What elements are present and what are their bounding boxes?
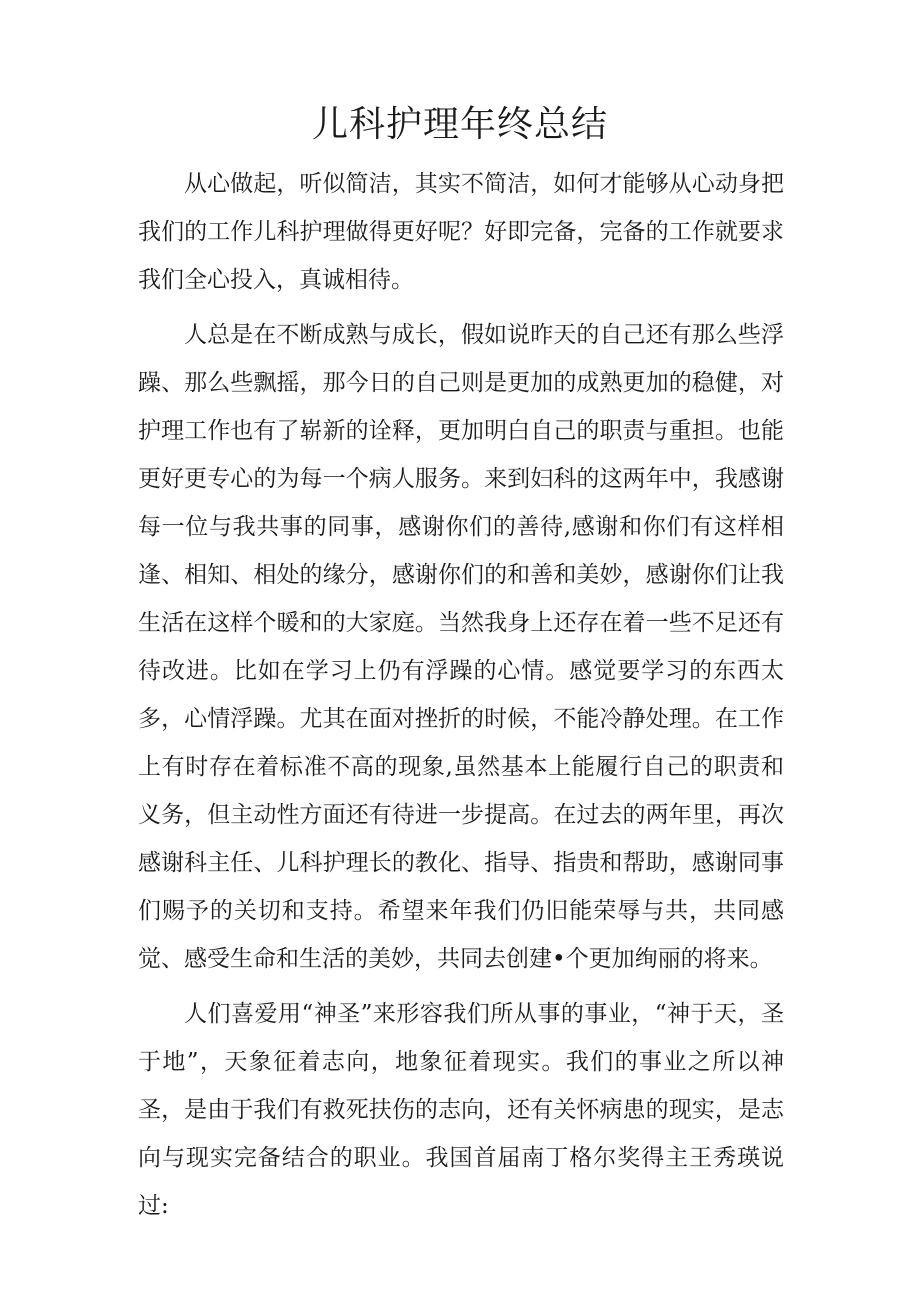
paragraph-1: 从心做起，听似简洁，其实不简洁，如何才能够从心动身把我们的工作儿科护理做得更好呢？好即完备，完备的工作就要求我们全心投入，真诚相待。 (138, 171, 784, 293)
document-body (138, 160, 784, 1237)
paragraph-3: 人们喜爱用“神圣”来形容我们所从事的事业，“神于天，圣于地”，天象征着志向，地象征着现实。我们的事业之所以神圣，是由于我们有救死扶伤的志向，还有关怀病患的现实，是志向与现实完备结合的职业。我国首届南丁格尔奖得主王秀瑛说过: (138, 1001, 784, 1219)
document-title: 儿科护理年终总结 (311, 104, 608, 145)
paragraph-2: 人总是在不断成熟与成长，假如说昨天的自己还有那么些浮躁、那么些飘摇，那今日的自己则是更加的成熟更加的稳健，对护理工作也有了崭新的诠释，更加明白自己的职责与重担。也能更好更专心的为每一个病人服务。来到妇科的这两年中，我感谢每一位与我共事的同事，感谢你们的善待,感谢和你们有这样相逢、相知、相处的缘分，感谢你们的和善和美妙，感谢你们让我生活在这样个暖和的大家庭。当然我身上还存在着一些不足还有待改进。比如在学习上仍有浮躁的心情。感觉要学习的东西太多，心情浮躁。尤其在面对挫折的时候，不能冷静处理。在工作上有时存在着标准不高的现象,虽然基本上能履行自己的职责和义务，但主动性方面还有待进一步提高。在过去的两年里，再次感谢科主任、儿科护理长的教化、指导、指贵和帮助，感谢同事们赐予的关切和支持。希望来年我们仍旧能荣辱与共，共同感觉、感受生命和生活的美妙，共同去创建•个更加绚丽的将来。 (138, 322, 784, 972)
